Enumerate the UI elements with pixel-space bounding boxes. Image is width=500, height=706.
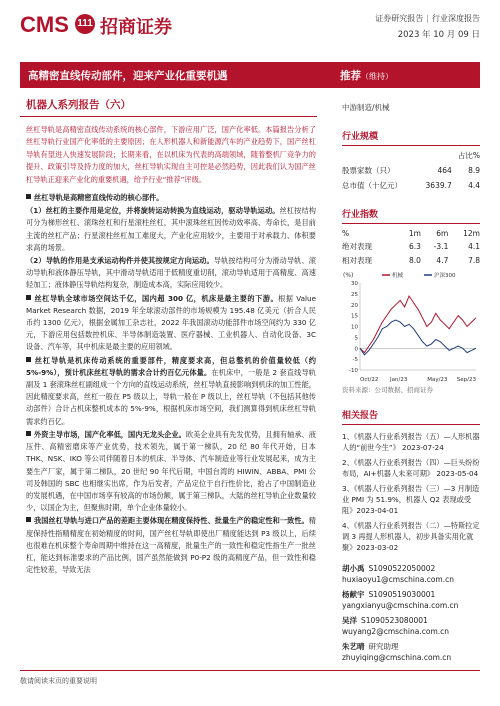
series-line-0 <box>360 296 476 353</box>
logo-mark-icon: 111 <box>75 14 95 34</box>
table-cell: 6.3 <box>408 241 421 251</box>
chart-source: 资料来源：公司数据、招商证券 <box>342 386 433 394</box>
analyst-line <box>342 615 480 626</box>
bullet-square-icon <box>26 295 31 300</box>
scale-table <box>342 148 480 193</box>
rating-label: 推荐 <box>340 70 361 82</box>
table-header-cell: 1m <box>408 228 421 238</box>
type-label: 行业深度报告 <box>432 14 480 23</box>
divider: | <box>426 14 429 23</box>
list-item <box>26 355 316 428</box>
list-item <box>26 293 316 354</box>
table-cell: 总市值（十亿元） <box>342 181 402 190</box>
analyst-code: S1090522050002 <box>368 564 436 573</box>
analyst-code: 研究助理 <box>368 642 399 651</box>
bullet-text: 精度保持性指精精度在初始精度的时间，国产丝杠导轨即使出厂精度能达到 P3 级以上，后续也很难在机床整个寿命周期中维持在这一高精度，批量生产的一致性和稳定性指生产一批丝杠，能达到标准要求的产品比例，国产虽然能做到 P0-P2 级的高精度产品，但一致性和稳定性较差，导致无法 <box>26 516 316 575</box>
y-tick-label: 20 <box>351 302 358 309</box>
sidebar <box>342 96 480 667</box>
table-row <box>342 163 480 178</box>
report-item[interactable]: 3、《机器人行业系列报告（三）—3 月制造业 PMI 为 51.9%，机器人 Q2 表现或受阻》2023-04-01 <box>342 484 480 515</box>
report-category <box>375 13 480 24</box>
bullet-text: 欧美企业具有先发优势，且拥有轴承、液压件、高精密磨床等产业优势，技术领先，属于第一梯队，20 纪 80 年代开始，日本 THK、NSK、IKO 等公司伴随着日本的机床、半导体、汽车制造业等行业发展起来，成为主要生产厂家，属于第二梯队，20 世纪 90 年代后期，中国台湾的 HIWIN、ABBA、PMI 公司及韩国的 SBC 也相继实出席，作为后发者，产品定位于自行性价比，抢占了中国制造业的发展机遇，在中国市场享有较高的市场份额，属于第三梯队，大陆的丝杠导轨企业数量较少，以国企为主，但聚焦时期，单个企业体量较小。 <box>26 429 316 513</box>
section-heading: 行业规模 <box>342 129 480 146</box>
footer-note: 敬请阅读末页的重要说明 <box>20 677 97 685</box>
x-tick-label: Sep/23 <box>456 377 476 383</box>
list-item <box>26 429 316 514</box>
bullet-heading: 丝杠导轨是高精密直线传动的核心部件。 <box>34 193 164 203</box>
table-cell: 8.9 <box>468 166 480 175</box>
analyst-email[interactable]: zhuyiqing@cmschina.com.cn <box>342 653 452 662</box>
report-subtitle: 机器人系列报告（六） <box>26 99 131 111</box>
series-line-1 <box>360 320 476 355</box>
section-heading: 行业指数 <box>342 207 480 224</box>
performance-table <box>342 227 480 267</box>
analyst-card <box>342 641 480 663</box>
y-tick-label: 30 <box>351 281 358 287</box>
bullet-text: 导轨按结构可分为滑动导轨、滚动导轨和液体静压导轨，其中滑动导轨适用于低精度重切削，滚动导轨适用于高精度、高速轻加工；液体静压导轨结构复杂，制造成本高，实际应用较少。 <box>26 256 316 290</box>
table-cell: 4.4 <box>468 181 480 190</box>
legend-label: 沪深300 <box>434 273 456 279</box>
y-tick-label: -5 <box>352 357 358 364</box>
bullet-heading: 外资主导市场，国产化率低，国内无龙头企业。 <box>34 429 186 439</box>
report-header <box>0 0 500 52</box>
analyst-name: 朱艺晴 <box>342 642 365 651</box>
table-cell: 相对表现 <box>342 255 372 265</box>
divider <box>20 116 317 117</box>
bullet-square-icon <box>26 517 31 522</box>
table-row <box>342 239 480 253</box>
analyst-name: 杨献宇 <box>342 590 365 599</box>
logo-chinese: 招商证券 <box>100 17 172 38</box>
table-cell <box>342 148 418 163</box>
table-cell <box>418 148 451 163</box>
industry-label: 中游制造/机械 <box>342 103 390 112</box>
bullet-text: 根据 Value Market Research 数据，2019 年全球滚动部件的市场规模为 195.48 亿美元（折合人民币约 1300 亿元），根据金属加工杂志社，2022 年我国滚动功能部件市场空间约为 330 亿元，下游应用包括数控机床、半导体制造装置、医疗器械、工业机器人、自动化设备、3C 设备、汽车等，其中机床是最主要的应用领域。 <box>26 293 316 352</box>
table-header-cell: 6m <box>436 228 449 238</box>
analyst-name: 吴洋 <box>342 616 357 625</box>
abstract: 丝杠导轨是高精密直线传动系统的核心部件，下游应用广泛，国产化率低。本篇报告分析了丝杠导轨行业国产化率低的主要原因；在人形机器人和新能源汽车的产业趋势下，国产丝杠导轨有望进入快速发展阶段；长期来看，在以机床为代表的高端领域，随着整机厂竞争力的提升、政策引导及持力度的加大，丝杠导轨实现自主可控是必然趋势，因此我们认为国产丝杠导轨正迎来产业化的重要机遇，给予行业“推荐”评级。 <box>26 125 316 184</box>
table-cell: 464 <box>437 166 452 175</box>
bullet-square-icon <box>26 194 31 199</box>
cms-logo <box>20 12 190 38</box>
y-tick-label: -10 <box>349 368 358 374</box>
analyst-card <box>342 615 480 637</box>
logo-latin: CMS <box>20 12 69 37</box>
analyst-line <box>342 563 480 574</box>
rating-badge <box>340 68 393 83</box>
y-tick-label: 5 <box>354 335 358 342</box>
bullet-heading: （1）丝杠的主要作用是定位，并将旋转运动转换为直线运动，驱动导轨运动。 <box>26 206 280 216</box>
analyst-code: S1090519030001 <box>368 590 436 599</box>
table-cell: 4.1 <box>468 241 480 251</box>
related-reports <box>342 431 480 553</box>
legend-label: 机械 <box>392 273 404 279</box>
category-label: 证券研究报告 <box>375 14 424 23</box>
bullet-text: 丝杠按结构可分为梯形丝杠、滚珠丝杠和行星滚柱丝杠，其中滚珠丝杠因传动效率高、寿命长，是目前主流的丝杠产品；行星滚柱丝杠加工难度大，产业化应用较少，主要用于对承载力、体积要求高的场景。 <box>26 206 316 252</box>
section-heading: 相关报告 <box>342 408 480 425</box>
table-header-cell: 占比% <box>457 151 480 160</box>
main-content <box>26 124 316 577</box>
list-item <box>26 515 316 576</box>
list-item <box>26 192 316 204</box>
table-cell: -3.1 <box>433 241 449 251</box>
x-tick-label: Oct/22 <box>360 377 379 383</box>
bullet-heading: 我国丝杠导轨与进口产品的差距主要体现在精度保持性、批量生产的稳定性和一致性。 <box>34 516 309 526</box>
table-header-row <box>342 227 480 239</box>
bullet-heading: （2）导轨的作用是支承运动构件并使其按规定方向运动。 <box>26 256 214 266</box>
report-title: 高精密直线传动部件，迎来产业化重要机遇 <box>28 70 228 82</box>
y-axis-label: (%) <box>343 272 354 279</box>
x-tick-label: May/23 <box>427 377 448 383</box>
bullet-text: 在机床中，一般是 2 套直线导轨副及 1 套滚珠丝杠副组成一个方向的直线运动系统，丝杠导轨直接影响到机床的加工性能，因此精度要求高，丝杠一般在 P5 级以上，导轨一般在 P 级以上，丝杠导轨（不包括其他传动部件）合计占机床整机成本的 5%-9%，根据机床市场空间，我们测算得到机床丝杠导轨需求约百亿。 <box>26 367 316 426</box>
analyst-email[interactable]: wuyang2@cmschina.com.cn <box>342 627 450 636</box>
y-tick-label: 25 <box>351 291 358 298</box>
table-cell: 股票家数（只） <box>342 166 395 175</box>
analyst-email[interactable]: huxiaoyu1@cmschina.com.cn <box>342 575 454 584</box>
table-cell: 7.8 <box>468 255 480 265</box>
analyst-name: 胡小禹 <box>342 564 365 573</box>
analyst-line <box>342 589 480 600</box>
table-header-cell: % <box>342 228 350 238</box>
table-cell: 8.0 <box>408 255 421 265</box>
title-band <box>20 62 480 88</box>
table-cell: 3639.7 <box>425 181 452 190</box>
analyst-code: S1090523080001 <box>361 616 428 625</box>
report-item[interactable]: 4、《机器人行业系列报告（二）—特斯拉定调 3 再提人形机器人，初步具备实用化就聚》2023-03-02 <box>342 521 480 552</box>
bullet-list <box>26 192 316 576</box>
analyst-line <box>342 641 480 652</box>
table-header-cell: 12m <box>463 228 480 238</box>
table-cell: 绝对表现 <box>342 241 372 251</box>
analyst-list <box>342 563 480 663</box>
table-cell: 4.7 <box>436 255 449 265</box>
analyst-email[interactable]: yangxianyu@cmschina.com.cn <box>342 601 459 610</box>
divider <box>20 670 480 671</box>
table-header-row <box>342 148 480 163</box>
table-row <box>342 178 480 193</box>
bullet-square-icon <box>26 357 31 362</box>
report-item[interactable]: 1、《机器人行业系列报告（五）—人形机器人的“前世今生”》 2023-07-24 <box>342 432 480 452</box>
bullet-heading: 丝杠导轨全球市场空间达千亿，国内超 300 亿，机床是最主要的下游。 <box>34 293 279 303</box>
table-row <box>342 253 480 267</box>
rating-note: （维持） <box>361 72 393 81</box>
report-item[interactable]: 2、《机器人行业系列报告（四）—巨头纷纷布局，AI+机器人未来可期》 2023-05-04 <box>342 458 480 478</box>
analyst-card <box>342 563 480 585</box>
x-tick-label: Jan/23 <box>389 377 408 383</box>
index-chart-svg <box>342 269 480 384</box>
y-tick-label: 15 <box>351 313 358 320</box>
list-item <box>26 255 316 292</box>
index-chart <box>342 269 480 384</box>
analyst-card <box>342 589 480 611</box>
y-tick-label: 0 <box>354 346 358 353</box>
list-item <box>26 205 316 254</box>
bullet-square-icon <box>26 431 31 436</box>
y-tick-label: 10 <box>351 324 358 331</box>
report-date: 2023 年 10 月 09 日 <box>397 30 480 40</box>
bullet-heading: 丝杠导轨是机床传动系统的重要部件，精度要求高，但总整机的价值量较低（约 5%-9%），预计机床丝杠导轨的需求合计约百亿元体量。 <box>26 355 316 377</box>
